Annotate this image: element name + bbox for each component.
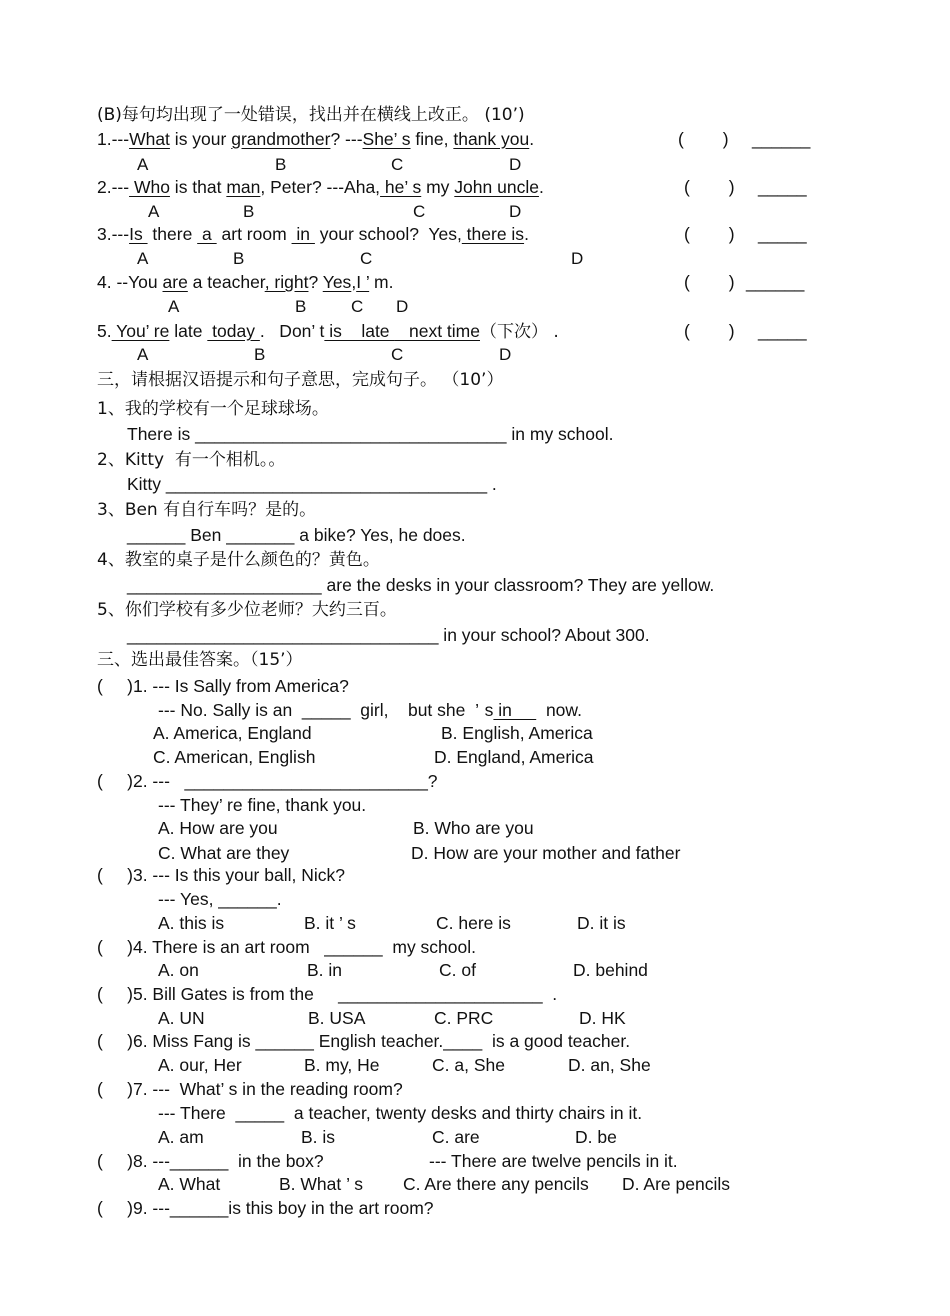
q4-label-d: D	[396, 297, 409, 316]
q2-label-d: D	[509, 202, 522, 221]
q3-part-d: there is	[461, 224, 525, 244]
q4-label-a: A	[168, 297, 180, 316]
q5-answer-paren: ( )	[684, 321, 735, 341]
q3-part-c: in	[291, 224, 315, 244]
q2-part-d: John uncle	[454, 177, 539, 197]
question-1	[97, 128, 534, 150]
mc-7-option-c[interactable]: C. are	[432, 1127, 480, 1147]
fill-2-prompt: 2、Kitty 有一个相机。。	[97, 450, 286, 470]
q2-text-2: , Peter? ---Aha,	[260, 177, 381, 197]
mc-3-option-b[interactable]: B. it ’ s	[304, 913, 356, 933]
fill-1-prompt: 1、我的学校有一个足球球场。	[97, 399, 329, 419]
mc-5-option-b[interactable]: B. USA	[308, 1008, 366, 1028]
q1-number: 1.---	[97, 129, 130, 149]
q3-part-b: a	[197, 224, 217, 244]
q1-answer-paren: ( )	[678, 129, 729, 149]
q4-part-c: Yes	[322, 272, 352, 292]
q1-part-a: What	[129, 129, 170, 149]
q4-end: m.	[369, 272, 394, 292]
fill-4-prompt: 4、教室的桌子是什么颜色的？黄色。	[97, 550, 380, 570]
q4-label-c: C	[351, 297, 364, 316]
mc-3-question: ( )3. --- Is this your ball, Nick?	[97, 865, 345, 885]
mc-1-option-a[interactable]: A. America, England	[153, 723, 312, 743]
q1-correction-blank[interactable]: ______	[752, 129, 811, 149]
q5-label-a: A	[137, 345, 149, 364]
q5-correction-blank[interactable]: _____	[758, 321, 807, 341]
fill-5-sentence[interactable]: ________________________________ in your school? About 300.	[127, 625, 650, 645]
q4-label-b: B	[295, 297, 307, 316]
q2-number: 2.---	[97, 177, 130, 197]
q1-end: .	[529, 129, 535, 149]
mc-4-option-d[interactable]: D. behind	[573, 960, 648, 980]
q1-text-3: fine,	[410, 129, 454, 149]
q5-label-d: D	[499, 345, 512, 364]
q5-text-2: . Don’ t	[259, 321, 325, 341]
q2-end: .	[538, 177, 544, 197]
q1-label-c: C	[391, 155, 404, 174]
fill-3-prompt: 3、Ben 有自行车吗？是的。	[97, 500, 317, 520]
q3-answer-paren: ( )	[684, 224, 735, 244]
fill-5-prompt: 5、你们学校有多少位老师？大约三百。	[97, 600, 397, 620]
q5-text: late	[169, 321, 208, 341]
q5-part-a: You’ re	[111, 321, 170, 341]
mc-4-question: ( )4. There is an art room ______ my school.	[97, 937, 477, 957]
q5-end: （下次） .	[480, 322, 559, 342]
fill-2-sentence[interactable]: Kitty _________________________________ .	[127, 474, 497, 494]
mc-3-option-c[interactable]: C. here is	[436, 913, 511, 933]
mc-2-option-d[interactable]: D. How are your mother and father	[411, 843, 681, 863]
q1-part-b: grandmother	[231, 129, 331, 149]
mc-2-option-a[interactable]: A. How are you	[158, 818, 278, 838]
mc-1-stem-text: --- No. Sally is an _____ girl, but she ’	[158, 700, 479, 720]
q4-text: 4. --You	[97, 272, 163, 292]
q3-text: there	[147, 224, 198, 244]
mc-1-tail-in: in	[493, 700, 537, 720]
mc-5-question: ( )5. Bill Gates is from the _____________________ .	[97, 984, 558, 1004]
q4-text-3: ?	[308, 272, 323, 292]
mc-1-tail-s: s	[484, 700, 494, 720]
mc-8-option-d[interactable]: D. Are pencils	[622, 1174, 730, 1194]
mc-1-stem	[158, 699, 582, 721]
mc-9-question: ( )9. ---______is this boy in the art room?	[97, 1198, 434, 1218]
mc-6-option-a[interactable]: A. our, Her	[158, 1055, 242, 1075]
mc-6-option-b[interactable]: B. my, He	[304, 1055, 380, 1075]
q3-part-a: Is	[129, 224, 148, 244]
mc-8-question: ( )8. ---______ in the box?	[97, 1151, 324, 1171]
q4-part-d: I ’	[356, 272, 370, 292]
mc-1-option-d[interactable]: D. England, America	[434, 747, 594, 767]
mc-5-option-a[interactable]: A. UN	[158, 1008, 205, 1028]
mc-1-tail	[485, 700, 582, 720]
mc-1-tail-now: now.	[536, 700, 582, 720]
mc-3-stem: --- Yes, ______.	[158, 889, 282, 909]
q5-part-b: today	[207, 321, 260, 341]
question-3	[97, 223, 529, 245]
q2-label-a: A	[148, 202, 160, 221]
mc-2-question: ( )2. --- _________________________?	[97, 771, 438, 791]
q2-part-b: man	[226, 177, 261, 197]
mc-7-stem: --- There _____ a teacher, twenty desks and thirty chairs in it.	[158, 1103, 643, 1123]
fill-3-sentence[interactable]: ______ Ben _______ a bike? Yes, he does.	[127, 525, 466, 545]
mc-8-option-b[interactable]: B. What ’ s	[279, 1174, 363, 1194]
mc-2-stem: --- They’ re fine, thank you.	[158, 795, 367, 815]
q2-correction-blank[interactable]: _____	[758, 177, 807, 197]
mc-1-option-c[interactable]: C. American, English	[153, 747, 316, 767]
q1-part-c: She’ s	[362, 129, 411, 149]
section-b-title: (B)每句均出现了一处错误，找出并在横线上改正。 (10’)	[97, 105, 525, 125]
q4-part-b: , right	[264, 272, 309, 292]
q3-label-a: A	[137, 249, 149, 268]
mc-8-option-c[interactable]: C. Are there any pencils	[403, 1174, 589, 1194]
q1-part-d: thank you	[453, 129, 530, 149]
fill-4-sentence[interactable]: ____________________ are the desks in your classroom? They are yellow.	[127, 575, 715, 595]
q3-label-c: C	[360, 249, 373, 268]
q1-text: is your	[169, 129, 232, 149]
q1-label-a: A	[137, 155, 149, 174]
mc-6-option-d[interactable]: D. an, She	[568, 1055, 651, 1075]
q3-correction-blank[interactable]: _____	[758, 224, 807, 244]
q5-number: 5.	[97, 321, 112, 341]
q4-comma: ,	[351, 272, 357, 292]
q4-part-a: are	[162, 272, 188, 292]
q1-label-b: B	[275, 155, 287, 174]
mc-2-option-b[interactable]: B. Who are you	[413, 818, 534, 838]
mc-4-option-c[interactable]: C. of	[439, 960, 476, 980]
q5-label-b: B	[254, 345, 266, 364]
question-4	[97, 271, 393, 293]
question-2	[97, 176, 544, 198]
q5-part-d: next time	[394, 321, 480, 341]
mc-1-option-b[interactable]: B. English, America	[441, 723, 593, 743]
q2-part-c: he’ s	[380, 177, 422, 197]
mc-3-option-a[interactable]: A. this is	[158, 913, 225, 933]
q2-label-b: B	[243, 202, 255, 221]
mc-3-option-d[interactable]: D. it is	[577, 913, 626, 933]
q2-part-a: Who	[129, 177, 170, 197]
q4-text-2: a teacher	[187, 272, 265, 292]
q3-text-2: art room	[216, 224, 292, 244]
mc-7-option-b[interactable]: B. is	[301, 1127, 336, 1147]
mc-6-question: ( )6. Miss Fang is ______ English teacher.____ is a good teacher.	[97, 1031, 631, 1051]
q3-label-d: D	[571, 249, 584, 268]
q3-end: .	[524, 224, 529, 244]
q1-text-2: ? ---	[330, 129, 363, 149]
mc-7-question: ( )7. --- What’ s in the reading room?	[97, 1079, 403, 1099]
section-3a-title: 三，请根据汉语提示和句子意思，完成句子。 （10’）	[97, 370, 504, 390]
q4-correction-blank[interactable]: ______	[746, 272, 805, 292]
mc-2-option-c[interactable]: C. What are they	[158, 843, 290, 863]
question-5	[97, 320, 559, 343]
mc-4-option-b[interactable]: B. in	[307, 960, 343, 980]
mc-1-question: ( )1. --- Is Sally from America?	[97, 676, 349, 696]
q4-answer-paren: ( )	[684, 272, 735, 292]
q5-part-c: is late	[324, 321, 395, 341]
q2-label-c: C	[413, 202, 426, 221]
section-3b-title: 三、选出最佳答案。（15’）	[97, 650, 303, 670]
mc-4-option-a[interactable]: A. on	[158, 960, 199, 980]
q5-label-c: C	[391, 345, 404, 364]
q1-label-d: D	[509, 155, 522, 174]
q2-text: is that	[169, 177, 227, 197]
q3-text-3: your school? Yes,	[314, 224, 462, 244]
mc-7-option-a[interactable]: A. am	[158, 1127, 204, 1147]
mc-7-option-d[interactable]: D. be	[575, 1127, 617, 1147]
mc-6-option-c[interactable]: C. a, She	[432, 1055, 505, 1075]
q3-label-b: B	[233, 249, 245, 268]
mc-8-stem: --- There are twelve pencils in it.	[429, 1151, 678, 1171]
q2-answer-paren: ( )	[684, 177, 735, 197]
fill-1-sentence[interactable]: There is ________________________________ in my school.	[127, 424, 614, 444]
mc-5-option-c[interactable]: C. PRC	[434, 1008, 494, 1028]
mc-5-option-d[interactable]: D. HK	[579, 1008, 626, 1028]
q3-number: 3.---	[97, 224, 130, 244]
mc-8-option-a[interactable]: A. What	[158, 1174, 221, 1194]
q2-text-3: my	[421, 177, 455, 197]
